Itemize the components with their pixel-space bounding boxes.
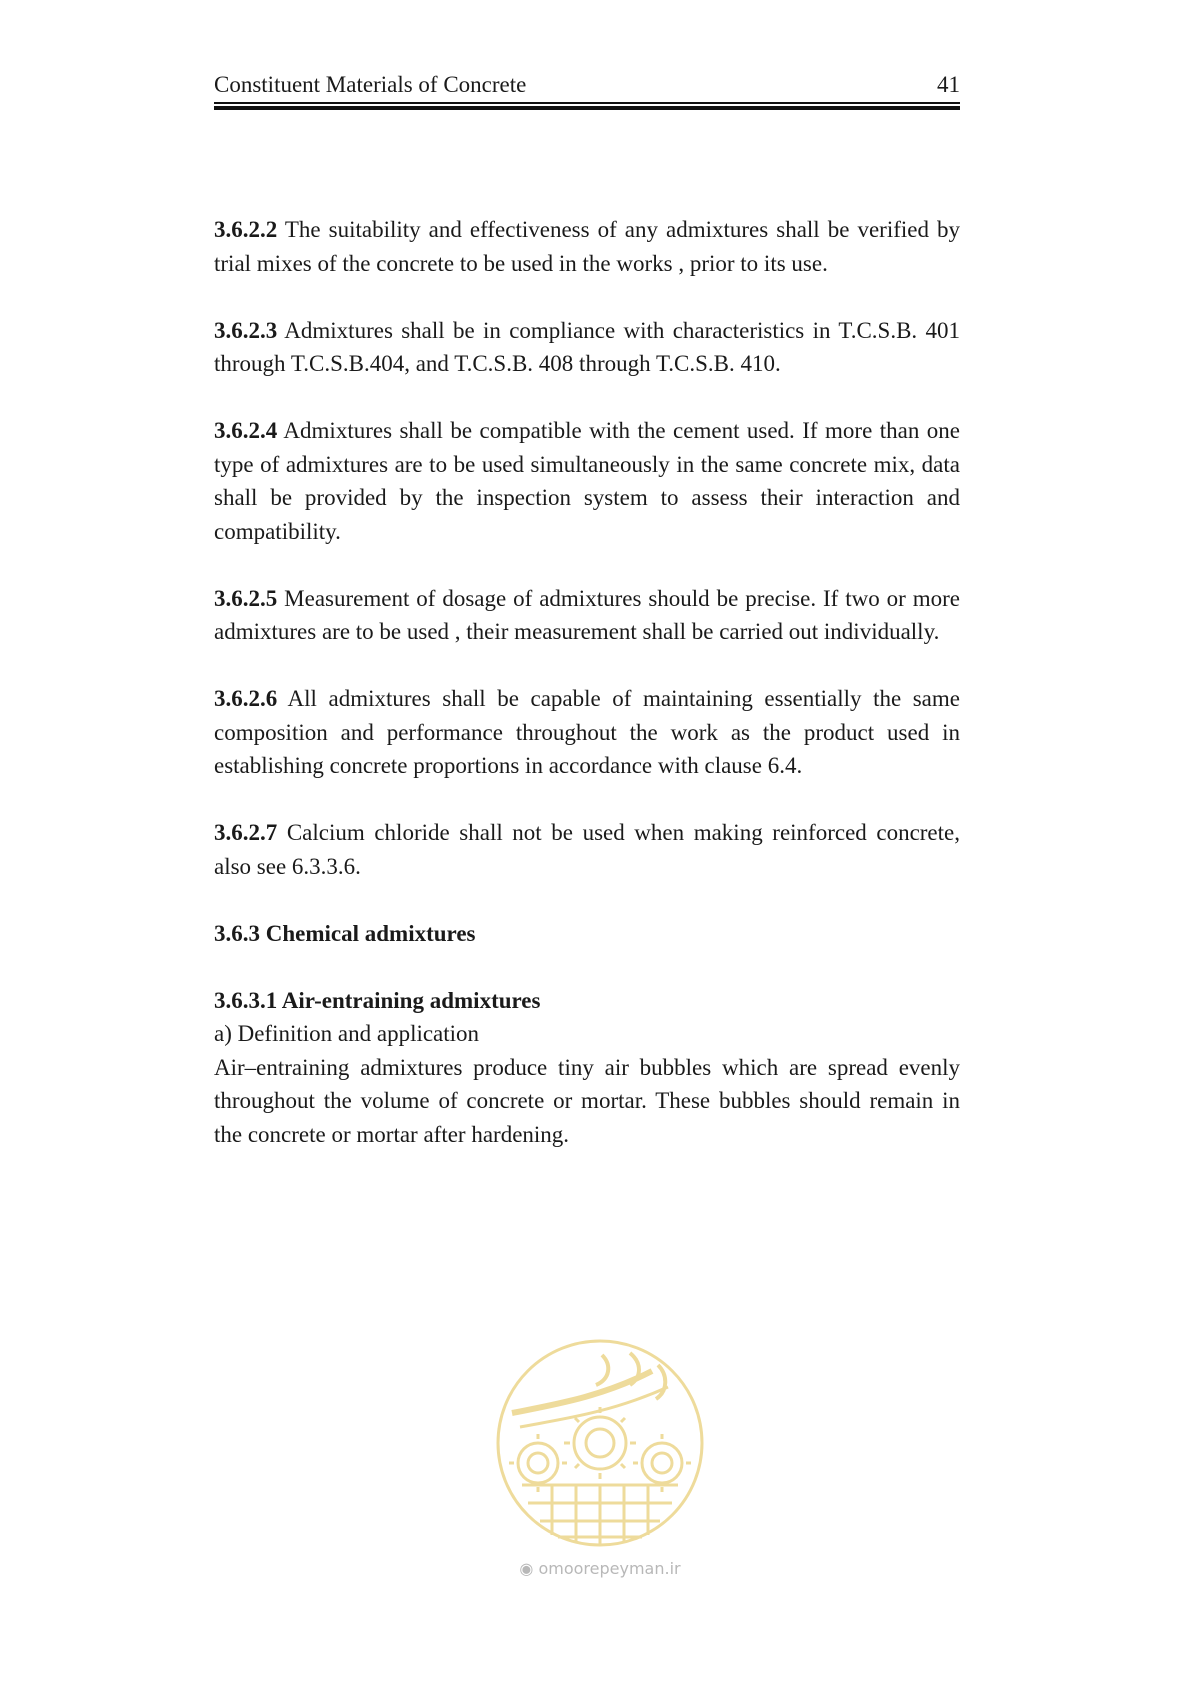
clause-3-6-2-4 xyxy=(214,414,960,548)
clause-number: 3.6.2.2 xyxy=(214,217,278,242)
page-body xyxy=(214,213,960,1151)
running-title: Constituent Materials of Concrete xyxy=(214,72,527,97)
clause-text: Admixtures shall be compatible with the cement used. If more than one type of admixtures are to be used simultaneously in the same concrete mix, data shall be provided by the inspection system to assess their interaction and compatibility. xyxy=(214,418,960,544)
clause-3-6-2-5 xyxy=(214,582,960,649)
clause-number: 3.6.2.3 xyxy=(214,317,278,343)
clause-number: 3.6.2.5 xyxy=(214,585,278,611)
watermark-site-text: omoorepeyman.ir xyxy=(538,1559,681,1578)
header-rule-thin xyxy=(214,102,960,104)
clause-3-6-2-7 xyxy=(214,816,960,883)
clause-3-6-2-3 xyxy=(214,314,960,381)
clause-text: The suitability and effectiveness of any admixtures shall be verified by trial mixes of the concrete to be used in the works , prior to its use. xyxy=(214,217,960,276)
clause-3-6-2-2 xyxy=(214,213,960,280)
seal-icon xyxy=(492,1335,708,1551)
section-heading: 3.6.3 Chemical admixtures xyxy=(214,920,476,946)
watermark-logo xyxy=(492,1335,708,1578)
subsection-heading: 3.6.3.1 Air-entraining admixtures xyxy=(214,987,541,1013)
header-rule-thick xyxy=(214,106,960,110)
clause-number: 3.6.2.4 xyxy=(214,418,278,443)
page-number: 41 xyxy=(937,72,960,97)
item-label: a) Definition and application xyxy=(214,1021,480,1046)
clause-number: 3.6.2.7 xyxy=(214,820,278,845)
instagram-icon: ◉ xyxy=(519,1559,534,1578)
clause-text: All admixtures shall be capable of maintaining essentially the same composition and performance throughout the work as the product used in establishing concrete proportions in accordance with clause 6.4. xyxy=(214,686,960,778)
clause-3-6-2-6 xyxy=(214,682,960,783)
clause-text: Calcium chloride shall not be used when making reinforced concrete, also see 6.3.3.6. xyxy=(214,820,960,879)
clause-number: 3.6.2.6 xyxy=(214,686,278,711)
clause-text: Measurement of dosage of admixtures should be precise. If two or more admixtures are to be used , their measurement shall be carried out individually. xyxy=(214,585,960,644)
clause-text: Admixtures shall be in compliance with characteristics in T.C.S.B. 401 through T.C.S.B.404, and T.C.S.B. 408 through T.C.S.B. 410. xyxy=(214,317,960,376)
watermark-site xyxy=(492,1559,708,1578)
item-text: Air–entraining admixtures produce tiny air bubbles which are spread evenly throughout the volume of concrete or mortar. These bubbles should remain in the concrete or mortar after hardening. xyxy=(214,1054,960,1147)
